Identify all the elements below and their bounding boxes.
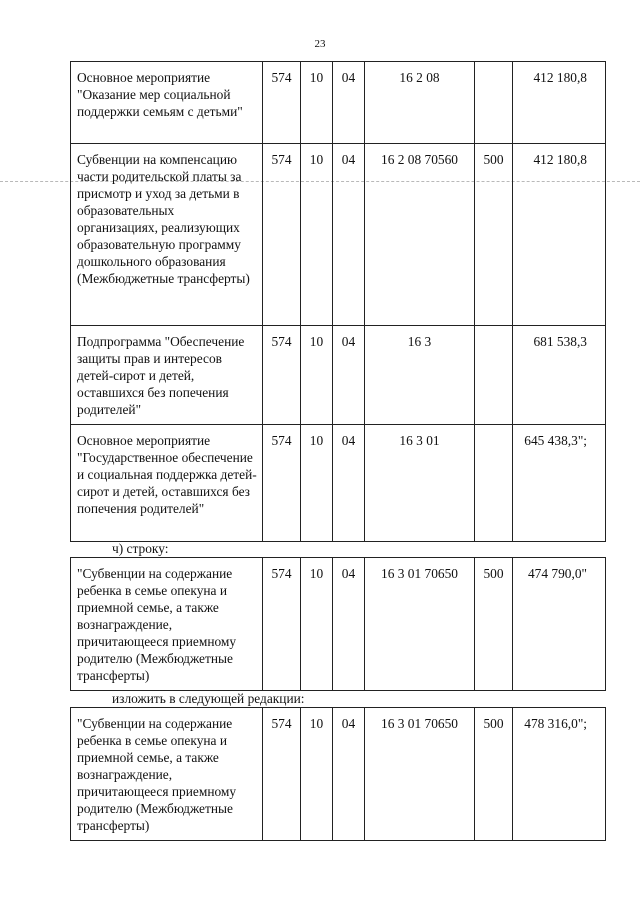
row-description: "Субвенции на содержание ребенка в семье опекуна и приемной семье, а также вознаграждение, причитающееся приемному родителю (Межбюджетные трансферты) xyxy=(71,558,263,691)
row-description: Основное мероприятие "Государственное обеспечение и социальная поддержка детей-сирот и детей, оставшихся без попечения родителей" xyxy=(71,425,263,542)
table-row xyxy=(71,326,606,425)
budget-table-body xyxy=(71,558,606,691)
section-code: 10 xyxy=(301,708,333,841)
section-code: 10 xyxy=(301,425,333,542)
ministry-code: 574 xyxy=(263,326,301,425)
amount: 681 538,3 xyxy=(513,326,606,425)
ministry-code: 574 xyxy=(263,144,301,326)
budget-table-new-row xyxy=(70,707,606,841)
subsection-code: 04 xyxy=(333,558,365,691)
row-description: Основное мероприятие "Оказание мер социальной поддержки семьям с детьми" xyxy=(71,62,263,144)
amount: 478 316,0"; xyxy=(513,708,606,841)
section-code: 10 xyxy=(301,326,333,425)
page-number: 23 xyxy=(314,38,326,50)
table-row xyxy=(71,144,606,326)
table-row xyxy=(71,425,606,542)
expense-type-code: 500 xyxy=(475,558,513,691)
ministry-code: 574 xyxy=(263,558,301,691)
budget-table-body xyxy=(71,708,606,841)
section-code: 10 xyxy=(301,558,333,691)
amount: 645 438,3"; xyxy=(513,425,606,542)
table-row xyxy=(71,62,606,144)
amount: 412 180,8 xyxy=(513,62,606,144)
amendment-instruction: ч) строку: xyxy=(112,541,169,556)
table-row xyxy=(71,558,606,691)
expense-type-code xyxy=(475,62,513,144)
expense-type-code: 500 xyxy=(475,144,513,326)
ministry-code: 574 xyxy=(263,425,301,542)
amount: 412 180,8 xyxy=(513,144,606,326)
expense-type-code: 500 xyxy=(475,708,513,841)
subsection-code: 04 xyxy=(333,425,365,542)
subsection-code: 04 xyxy=(333,708,365,841)
row-description: Подпрограмма "Обеспечение защиты прав и интересов детей-сирот и детей, оставшихся без попечения родителей" xyxy=(71,326,263,425)
expense-type-code xyxy=(475,326,513,425)
expense-type-code xyxy=(475,425,513,542)
target-article-code: 16 2 08 xyxy=(365,62,475,144)
subsection-code: 04 xyxy=(333,62,365,144)
amendment-instruction: изложить в следующей редакции: xyxy=(112,691,305,706)
table-row xyxy=(71,708,606,841)
section-code: 10 xyxy=(301,62,333,144)
row-description: "Субвенции на содержание ребенка в семье опекуна и приемной семье, а также вознаграждение, причитающееся приемному родителю (Межбюджетные трансферты) xyxy=(71,708,263,841)
row-description: Субвенции на компенсацию части родительской платы за присмотр и уход за детьми в образовательных организациях, реализующих образовательную программу дошкольного образования (Межбюджетные трансферты) xyxy=(71,144,263,326)
target-article-code: 16 3 01 xyxy=(365,425,475,542)
target-article-code: 16 3 01 70650 xyxy=(365,708,475,841)
target-article-code: 16 3 01 70650 xyxy=(365,558,475,691)
ministry-code: 574 xyxy=(263,708,301,841)
ministry-code: 574 xyxy=(263,62,301,144)
amount: 474 790,0" xyxy=(513,558,606,691)
budget-table xyxy=(70,61,606,542)
budget-table-body xyxy=(71,62,606,542)
subsection-code: 04 xyxy=(333,326,365,425)
target-article-code: 16 2 08 70560 xyxy=(365,144,475,326)
section-code: 10 xyxy=(301,144,333,326)
subsection-code: 04 xyxy=(333,144,365,326)
budget-table-old-row xyxy=(70,557,606,691)
target-article-code: 16 3 xyxy=(365,326,475,425)
